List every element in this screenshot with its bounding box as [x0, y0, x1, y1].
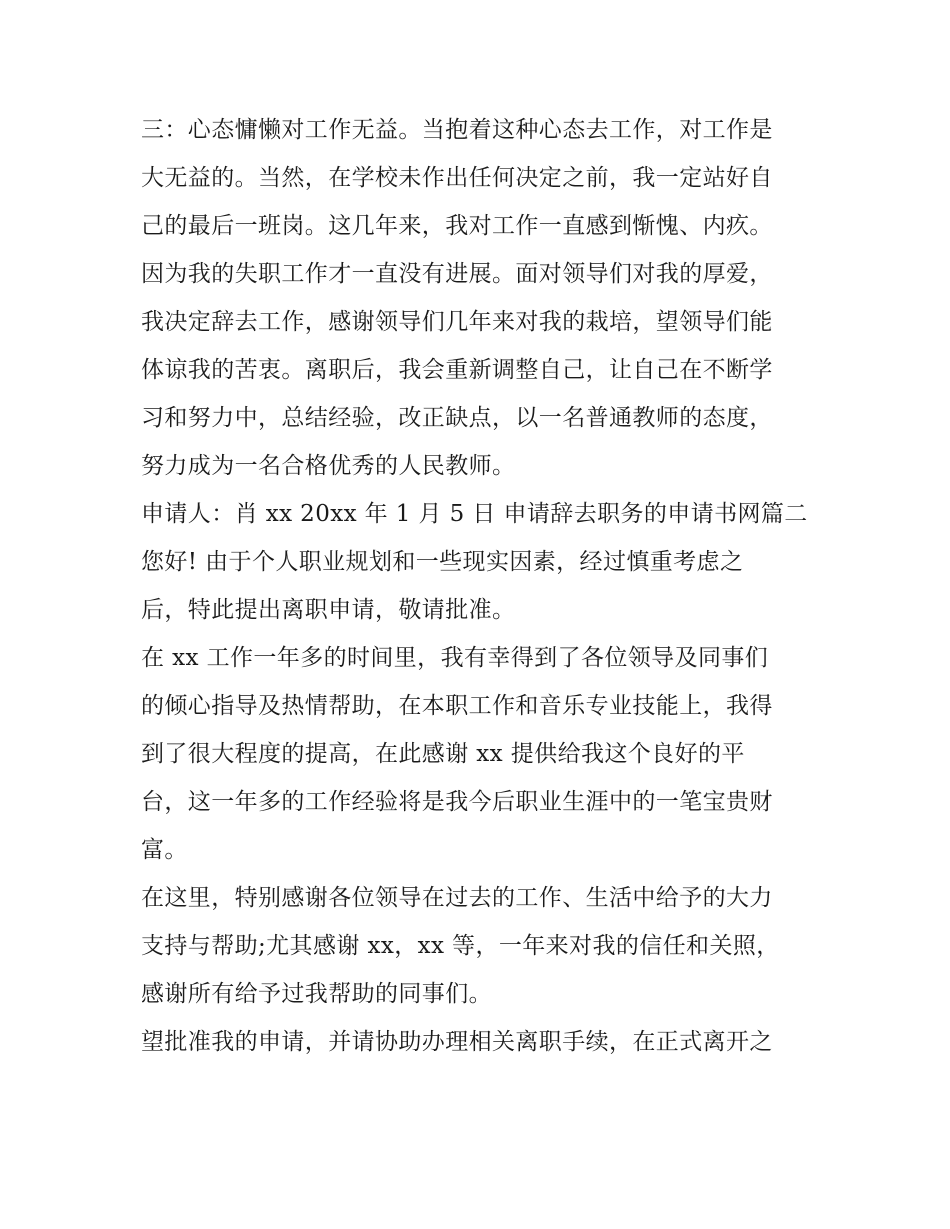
- text-line: 台，这一年多的工作经验将是我今后职业生涯中的一笔宝贵财: [141, 789, 773, 815]
- text-line: 大无益的。当然，在学校未作出任何决定之前，我一定站好自: [141, 165, 773, 191]
- text-line: 的倾心指导及热情帮助，在本职工作和音乐专业技能上，我得: [141, 693, 773, 719]
- applicant-line: 申请人：肖 xx 20xx 年 1 月 5 日 申请辞去职务的申请书网篇二: [141, 501, 808, 527]
- text-line: 支持与帮助;尤其感谢 xx，xx 等，一年来对我的信任和关照，: [141, 933, 780, 959]
- text-line: 望批准我的申请，并请协助办理相关离职手续，在正式离开之: [141, 1029, 773, 1055]
- text-line: 在 xx 工作一年多的时间里，我有幸得到了各位领导及同事们: [141, 645, 769, 671]
- text-line: 在这里，特别感谢各位领导在过去的工作、生活中给予的大力: [141, 885, 773, 911]
- text-line: 您好! 由于个人职业规划和一些现实因素，经过慎重考虑之: [141, 549, 744, 575]
- text-line: 努力成为一名合格优秀的人民教师。: [141, 453, 516, 479]
- text-line: 富。: [141, 837, 188, 863]
- text-line: 己的最后一班岗。这几年来，我对工作一直感到惭愧、内疚。: [141, 213, 773, 239]
- text-line: 后，特此提出离职申请，敬请批准。: [141, 597, 516, 623]
- text-line: 习和努力中，总结经验，改正缺点，以一名普通教师的态度，: [141, 405, 773, 431]
- text-line: 因为我的失职工作才一直没有进展。面对领导们对我的厚爱，: [141, 261, 773, 287]
- text-line: 我决定辞去工作，感谢领导们几年来对我的栽培，望领导们能: [141, 309, 773, 335]
- text-line: 感谢所有给予过我帮助的同事们。: [141, 981, 492, 1007]
- text-line: 三：心态慵懒对工作无益。当抱着这种心态去工作，对工作是: [141, 117, 773, 143]
- text-line: 体谅我的苦衷。离职后，我会重新调整自己，让自己在不断学: [141, 357, 773, 383]
- document-body: [141, 106, 821, 1066]
- text-line: 到了很大程度的提高，在此感谢 xx 提供给我这个良好的平: [141, 741, 745, 767]
